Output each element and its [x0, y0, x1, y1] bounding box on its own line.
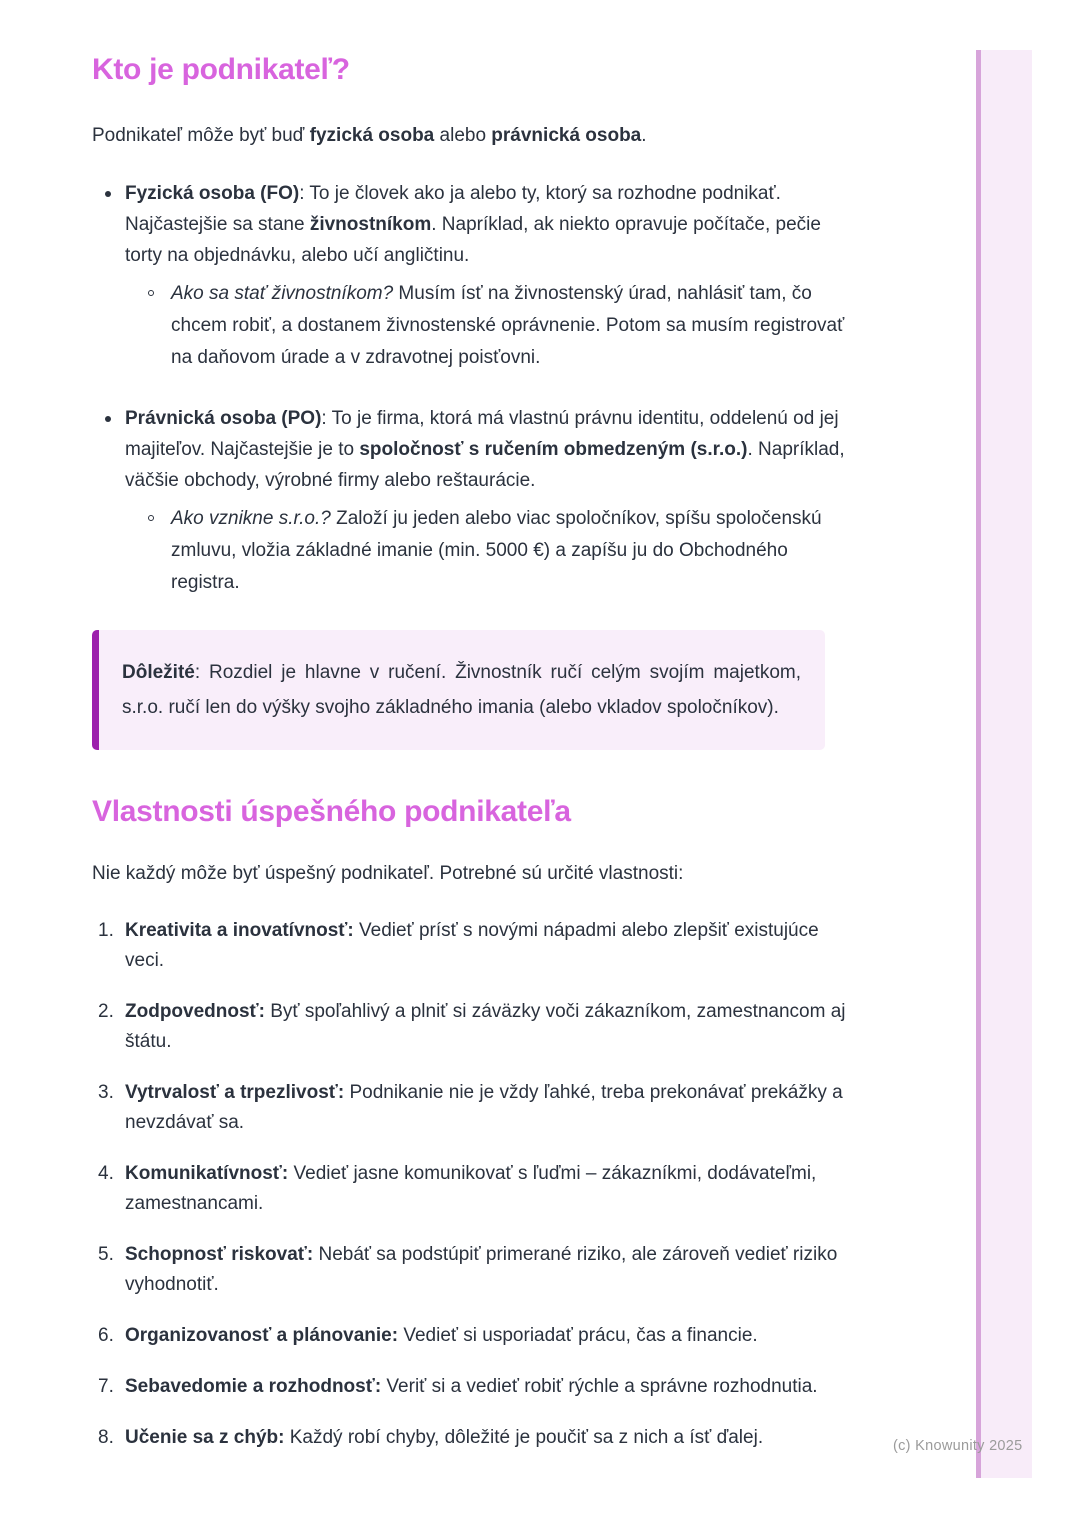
trait-lead: Zodpovednosť: — [125, 1001, 265, 1022]
bullet-text: Fyzická osoba (FO): To je človek ako ja alebo ty, ktorý sa rozhodne podnikať. Najčastejšie sa stane živnostníkom. Napríklad, ak niekto opravuje počítače, pečie torty na objednávku, alebo učí angličtinu. — [125, 182, 821, 266]
traits-intro-paragraph: Nie každý môže byť úspešný podnikateľ. Potrebné sú určité vlastnosti: — [92, 863, 684, 884]
list-item-kreativita — [92, 916, 854, 976]
trait-lead: Schopnosť riskovať: — [125, 1244, 314, 1265]
sub-list — [138, 278, 854, 374]
trait-text: Byť spoľahlivý a plniť si záväzky voči zákazníkom, zamestnancom aj štátu. — [125, 1001, 846, 1052]
right-ribbon-decoration — [976, 50, 1032, 1478]
trait-lead: Učenie sa z chýb: — [125, 1427, 285, 1448]
trait-lead: Sebavedomie a rozhodnosť: — [125, 1376, 382, 1397]
intro-paragraph: Podnikateľ môže byť buď fyzická osoba alebo právnická osoba. — [92, 124, 647, 146]
list-item-schopnost-riskovat — [92, 1240, 854, 1300]
list-item-vytrvalost — [92, 1078, 854, 1138]
trait-text: Vedieť jasne komunikovať s ľuďmi – zákazníkmi, dodávateľmi, zamestnancami. — [125, 1163, 817, 1214]
traits-list — [92, 916, 854, 1453]
sub-bullet-text: Ako sa stať živnostníkom? Musím ísť na živnostenský úrad, nahlásiť tam, čo chcem robiť, a dostanem živnostenské oprávnenie. Potom sa musím registrovať na daňovom úrade a v zdravotnej poisťovni. — [171, 282, 845, 368]
entity-types-list — [92, 178, 854, 599]
list-item-ako-vznikne-sro — [138, 503, 854, 599]
callout-text: Dôležité: Rozdiel je hlavne v ručení. Živnostník ručí celým svojím majetkom, s.r.o. ručí len do výšky svojho základného imania (alebo vkladov spoločníkov). — [122, 661, 801, 718]
list-item-organizovanost — [92, 1321, 854, 1351]
copyright-note: (c) Knowunity 2025 — [893, 1438, 1023, 1454]
trait-lead: Kreativita a inovatívnosť: — [125, 920, 354, 941]
trait-text: Podnikanie nie je vždy ľahké, treba prekonávať prekážky a nevzdávať sa. — [125, 1082, 843, 1133]
list-item-ucenie-z-chyb — [92, 1423, 854, 1453]
section-title-kto-je-podnikatel: Kto je podnikateľ? — [92, 53, 350, 86]
list-item-zodpovednost — [92, 997, 854, 1057]
list-item-fyzicka-osoba — [92, 178, 854, 374]
trait-text: Nebáť sa podstúpiť primerané riziko, ale zároveň vedieť riziko vyhodnotiť. — [125, 1244, 838, 1295]
trait-text: Každý robí chyby, dôležité je poučiť sa z nich a ísť ďalej. — [284, 1427, 764, 1448]
trait-text: Veriť si a vedieť robiť rýchle a správne rozhodnutia. — [381, 1376, 818, 1397]
notes-content — [92, 0, 854, 1474]
trait-lead: Komunikatívnosť: — [125, 1163, 289, 1184]
list-item-ako-sa-stat-zivnostnikom — [138, 278, 854, 374]
section-title-vlastnosti: Vlastnosti úspešného podnikateľa — [92, 794, 571, 828]
trait-lead: Vytrvalosť a trpezlivosť: — [125, 1082, 345, 1103]
trait-text: Vedieť prísť s novými nápadmi alebo zlepšiť existujúce veci. — [125, 920, 819, 971]
list-item-sebavedomie — [92, 1372, 854, 1402]
important-callout — [92, 630, 825, 750]
sub-bullet-text: Ako vznikne s.r.o.? Založí ju jeden alebo viac spoločníkov, spíšu spoločenskú zmluvu, vložia základné imanie (min. 5000 €) a zapíšu ju do Obchodného registra. — [171, 507, 822, 593]
bullet-text: Právnická osoba (PO): To je firma, ktorá má vlastnú právnu identitu, oddelenú od jej majiteľov. Najčastejšie je to spoločnosť s ručením obmedzeným (s.r.o.). Napríklad, väčšie obchody, výrobné firmy alebo reštaurácie. — [125, 407, 845, 491]
trait-text: Vedieť si usporiadať prácu, čas a financie. — [398, 1325, 758, 1346]
trait-lead: Organizovanosť a plánovanie: — [125, 1325, 399, 1346]
list-item-pravnicka-osoba — [92, 403, 854, 599]
list-item-komunikativnost — [92, 1159, 854, 1219]
sub-list — [138, 503, 854, 599]
